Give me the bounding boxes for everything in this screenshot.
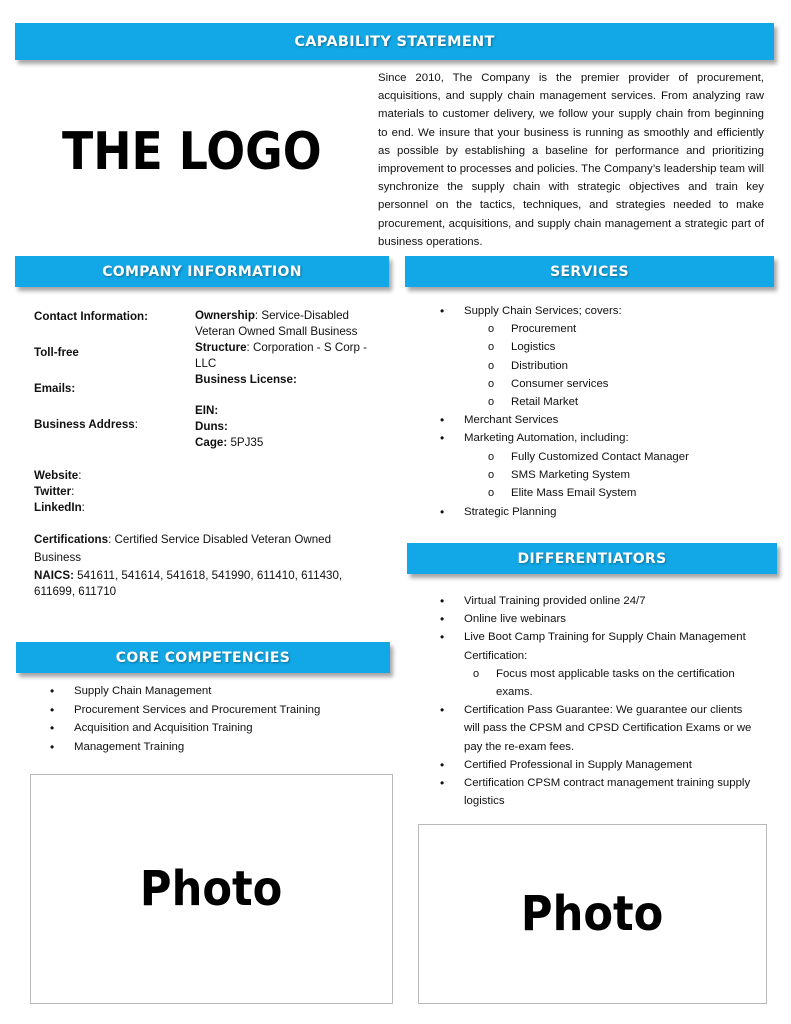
list-item: o Procurement bbox=[511, 320, 764, 338]
intro-paragraph: Since 2010, The Company is the premier provider of procurement, acquisitions, and supply chain management services. From analyzing raw materials to customer delivery, we follow your supply chain from beginning to end. We insure that your business is running as smoothly and efficiently as possible by establishing a baseline for performance and prioritizing improvement to processes and policies. The Company’s leadership team will synchronize the supply chain with strategic objectives and train key personnel on the tactics, techniques, and strategies needed to make procurement, acquisitions, and supply chain management a strategic part of business operations. bbox=[378, 72, 764, 248]
list-item: • Supply Chain Management bbox=[74, 682, 374, 701]
photo-placeholder-right: Photo bbox=[418, 824, 767, 1004]
ownership-info: Ownership: Service-Disabled Veteran Owned Small Business bbox=[195, 309, 358, 338]
capability-statement-banner bbox=[15, 23, 774, 60]
differentiators-heading: DIFFERENTIATORS bbox=[517, 550, 667, 567]
list-item: • Strategic Planning bbox=[464, 503, 764, 521]
list-item: • Live Boot Camp Training for Supply Chain Management Certification: bbox=[464, 628, 756, 664]
list-item: • Procurement Services and Procurement Training bbox=[74, 701, 374, 720]
cage-info: Cage: 5PJ35 bbox=[195, 436, 264, 449]
core-competencies-banner bbox=[16, 642, 390, 673]
differentiators-list bbox=[464, 592, 764, 810]
list-item: • Certification Pass Guarantee: We guarantee our clients will pass the CPSM and CPSD Certification Exams or we pay the re-exam fees. bbox=[464, 701, 759, 756]
business-license-label: Business License: bbox=[195, 373, 297, 386]
list-item: o Focus most applicable tasks on the certification exams. bbox=[496, 665, 764, 701]
list-item: o Consumer services bbox=[511, 375, 764, 393]
company-information-heading: COMPANY INFORMATION bbox=[102, 263, 302, 280]
ein-label: EIN: bbox=[195, 404, 219, 417]
photo-placeholder-left: Photo bbox=[30, 774, 393, 1004]
emails-label: Emails: bbox=[34, 382, 76, 395]
list-item: o SMS Marketing System bbox=[511, 466, 764, 484]
core-competencies-heading: CORE COMPETENCIES bbox=[115, 649, 291, 666]
list-item: o Distribution bbox=[511, 357, 764, 375]
list-item: o Elite Mass Email System bbox=[511, 484, 764, 502]
certifications-info: Certifications: Certified Service Disabled Veteran Owned Business bbox=[34, 533, 332, 564]
list-item: • Certified Professional in Supply Management bbox=[464, 756, 764, 774]
list-item: o Logistics bbox=[511, 338, 764, 356]
differentiators-banner bbox=[407, 543, 777, 574]
twitter-label: Twitter: bbox=[34, 485, 75, 498]
duns-label: Duns: bbox=[195, 420, 228, 433]
naics-info: NAICS: 541611, 541614, 541618, 541990, 611410, 611430, 611699, 611710 bbox=[34, 569, 343, 598]
services-banner bbox=[405, 256, 774, 287]
list-item: • Management Training bbox=[74, 738, 374, 757]
list-item: • Merchant Services bbox=[464, 411, 764, 429]
list-item: • Certification CPSM contract management training supply logistics bbox=[464, 774, 764, 810]
core-competencies-list bbox=[74, 682, 374, 757]
logo-placeholder: THE LOGO bbox=[62, 122, 322, 182]
services-heading: SERVICES bbox=[550, 263, 629, 280]
capability-statement-title: CAPABILITY STATEMENT bbox=[294, 33, 495, 50]
toll-free-label: Toll-free bbox=[34, 346, 79, 359]
linkedin-label: LinkedIn: bbox=[34, 501, 85, 514]
structure-info: Structure: Corporation - S Corp - LLC bbox=[195, 341, 368, 370]
list-item: o Retail Market bbox=[511, 393, 764, 411]
list-item: • Marketing Automation, including: bbox=[464, 429, 764, 447]
website-label: Website: bbox=[34, 469, 82, 482]
company-information-banner bbox=[15, 256, 389, 287]
list-item: o Fully Customized Contact Manager bbox=[511, 448, 764, 466]
list-item: • Online live webinars bbox=[464, 610, 764, 628]
list-item: • Supply Chain Services; covers: bbox=[464, 302, 764, 320]
business-address-label: Business Address: bbox=[34, 418, 138, 431]
list-item: • Acquisition and Acquisition Training bbox=[74, 719, 374, 738]
services-list bbox=[464, 302, 764, 521]
contact-information-label: Contact Information: bbox=[34, 310, 148, 323]
list-item: • Virtual Training provided online 24/7 bbox=[464, 592, 764, 610]
